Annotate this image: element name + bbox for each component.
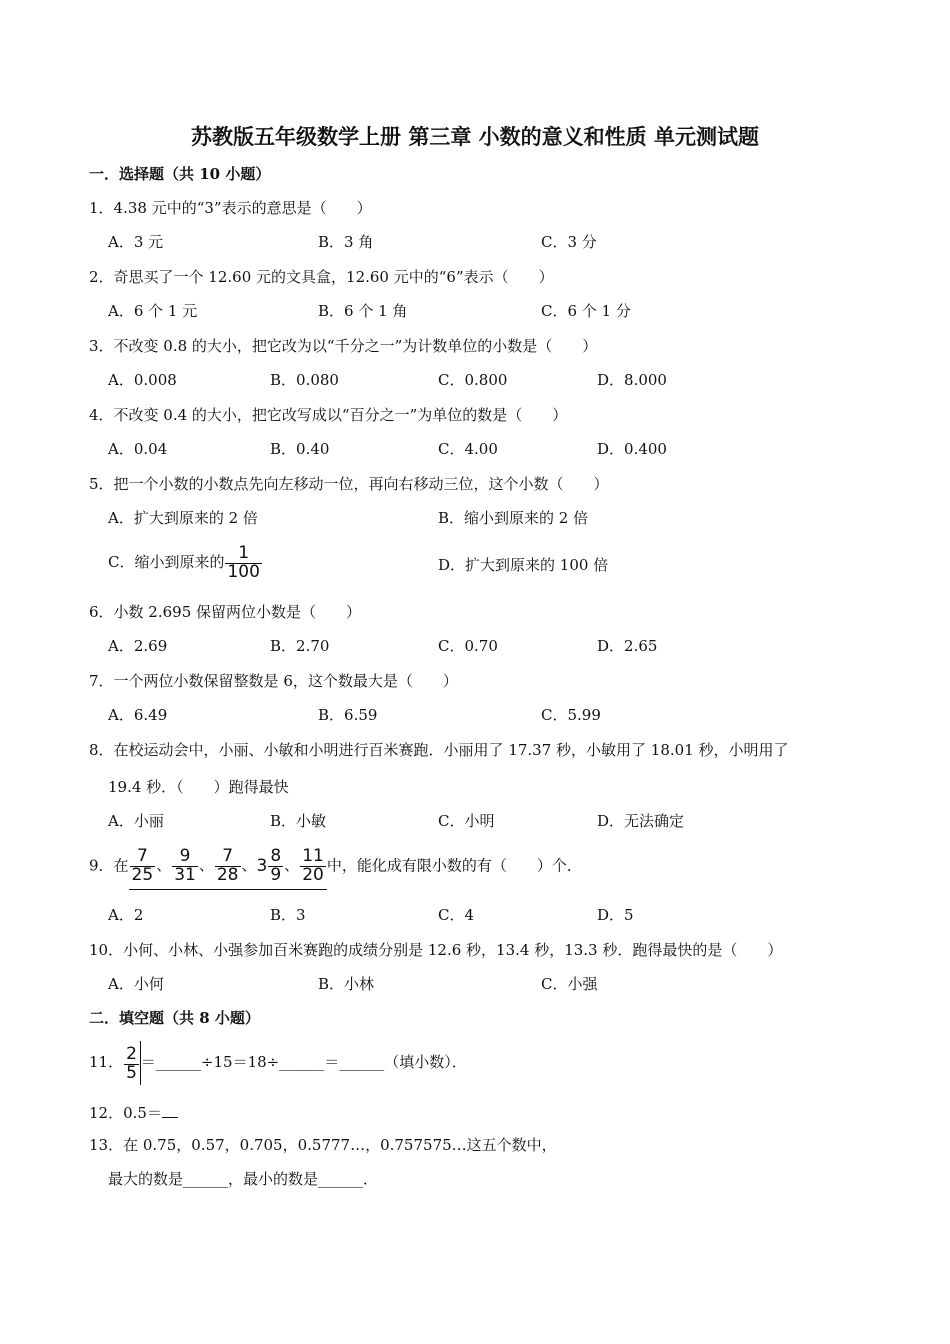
separator: 、	[284, 856, 300, 874]
question-2-option-a: A．6 个 1 元	[108, 302, 198, 320]
fraction-numerator: 9	[172, 848, 198, 867]
question-12-stem	[89, 1103, 178, 1121]
question-7-option-b: B．6.59	[318, 706, 378, 724]
question-7-stem: 7．一个两位小数保留整数是 6，这个数最大是（ ）	[89, 672, 458, 690]
question-9-option-d: D．5	[597, 906, 634, 924]
fraction-numerator: 7	[130, 848, 156, 867]
question-9-suffix: 中，能化成有限小数的有（ ）个．	[326, 856, 582, 875]
question-8-option-d: D．无法确定	[597, 812, 685, 830]
question-1-option-b: B．3 角	[318, 233, 374, 251]
fraction-7-25	[130, 845, 156, 885]
question-5-stem: 5．把一个小数的小数点先向左移动一位，再向右移动三位，这个小数（ ）	[89, 475, 609, 493]
answer-blank[interactable]	[162, 1103, 178, 1118]
fraction-numerator: 7	[215, 848, 241, 867]
fraction-denominator: 28	[216, 864, 239, 885]
question-9-prefix: 9．在	[89, 856, 129, 875]
section-heading-fill-blank: 二．填空题（共 8 小题）	[89, 1009, 260, 1027]
mixed-number-whole: 3	[256, 856, 268, 876]
question-4-option-c: C．4.00	[438, 440, 498, 458]
question-8-option-c: C．小明	[438, 812, 495, 830]
question-9-fraction-list	[129, 843, 327, 890]
question-12-text: 12．0.5＝	[89, 1104, 162, 1122]
question-8-option-b: B．小敏	[270, 812, 327, 830]
question-6-stem: 6．小数 2.695 保留两位小数是（ ）	[89, 603, 362, 621]
question-9-stem	[89, 843, 582, 890]
question-4-stem: 4．不改变 0.4 的大小，把它改写成以“百分之一”为单位的数是（ ）	[89, 406, 568, 424]
question-5-option-a: A．扩大到原来的 2 倍	[108, 509, 258, 527]
fraction-denominator: 25	[131, 864, 154, 885]
question-13-line1: 13．在 0.75，0.57，0.705，0.5777…，0.757575…这五个数中，	[89, 1136, 557, 1154]
fraction-denominator: 5	[126, 1062, 137, 1083]
question-9-option-b: B．3	[270, 906, 306, 924]
fraction-9-31	[172, 845, 198, 885]
question-2-option-b: B．6 个 1 角	[318, 302, 408, 320]
question-7-option-c: C．5.99	[541, 706, 601, 724]
question-8-stem-line1: 8．在校运动会中，小丽、小敏和小明进行百米赛跑．小丽用了 17.37 秒，小敏用了 18.01 秒，小明用了	[89, 741, 789, 759]
question-5-option-b: B．缩小到原来的 2 倍	[438, 509, 589, 527]
fraction-7-28	[215, 845, 241, 885]
question-3-option-d: D．8.000	[597, 371, 667, 389]
fraction-one-hundredth	[225, 542, 261, 582]
fraction-denominator: 100	[227, 561, 260, 582]
question-11-fraction-box	[123, 1041, 141, 1085]
question-3-option-c: C．0.800	[438, 371, 508, 389]
question-1-option-a: A．3 元	[108, 233, 164, 251]
question-2-stem: 2．奇思买了一个 12.60 元的文具盒，12.60 元中的“6”表示（ ）	[89, 268, 554, 286]
page-title: 苏教版五年级数学上册 第三章 小数的意义和性质 单元测试题	[191, 124, 759, 149]
question-1-stem: 1．4.38 元中的“3”表示的意思是（ ）	[89, 199, 372, 217]
question-7-option-a: A．6.49	[108, 706, 168, 724]
separator: 、	[241, 856, 257, 874]
question-11-stem	[89, 1040, 467, 1085]
question-9-option-a: A．2	[108, 906, 144, 924]
section-heading-choice: 一．选择题（共 10 小题）	[89, 165, 271, 183]
question-10-option-b: B．小林	[318, 975, 375, 993]
question-5-option-c-text: C．缩小到原来的	[108, 553, 225, 571]
question-13-line2: 最大的数是______，最小的数是______．	[108, 1170, 379, 1188]
question-1-option-c: C．3 分	[541, 233, 597, 251]
fraction-denominator: 9	[270, 864, 282, 885]
question-6-option-d: D．2.65	[597, 637, 658, 655]
question-5-option-c	[108, 542, 263, 582]
fraction-numerator: 2	[126, 1043, 137, 1064]
fraction-2-5	[124, 1043, 139, 1083]
question-3-option-a: A．0.008	[108, 371, 177, 389]
question-6-option-c: C．0.70	[438, 637, 498, 655]
question-9-option-c: C．4	[438, 906, 475, 924]
question-3-option-b: B．0.080	[270, 371, 339, 389]
question-11-prefix: 11．	[89, 1053, 124, 1071]
fraction-11-20	[300, 845, 326, 885]
question-8-stem-line2: 19.4 秒．（ ）跑得最快	[108, 778, 289, 796]
question-8-option-a: A．小丽	[108, 812, 164, 830]
question-6-option-b: B．2.70	[270, 637, 330, 655]
question-6-option-a: A．2.69	[108, 637, 168, 655]
question-3-stem: 3．不改变 0.8 的大小，把它改为以“千分之一”为计数单位的小数是（ ）	[89, 337, 598, 355]
question-11-rest: ＝______÷15＝18÷______＝______（填小数）．	[140, 1053, 467, 1071]
question-10-option-a: A．小何	[108, 975, 164, 993]
fraction-denominator: 20	[302, 864, 324, 885]
fraction-numerator: 11	[302, 845, 324, 866]
separator: 、	[198, 856, 214, 874]
question-10-stem: 10．小何、小林、小强参加百米赛跑的成绩分别是 12.6 秒，13.4 秒，13.3 秒．跑得最快的是（ ）	[89, 941, 783, 959]
fraction-denominator: 31	[174, 864, 196, 885]
fraction-numerator: 1	[225, 545, 261, 564]
question-4-option-d: D．0.400	[597, 440, 667, 458]
separator: 、	[156, 856, 172, 874]
question-2-option-c: C．6 个 1 分	[541, 302, 631, 320]
question-4-option-a: A．0.04	[108, 440, 168, 458]
fraction-numerator: 8	[270, 845, 282, 866]
fraction-8-9	[268, 845, 283, 885]
question-10-option-c: C．小强	[541, 975, 598, 993]
question-5-option-d: D．扩大到原来的 100 倍	[438, 556, 609, 574]
question-4-option-b: B．0.40	[270, 440, 330, 458]
